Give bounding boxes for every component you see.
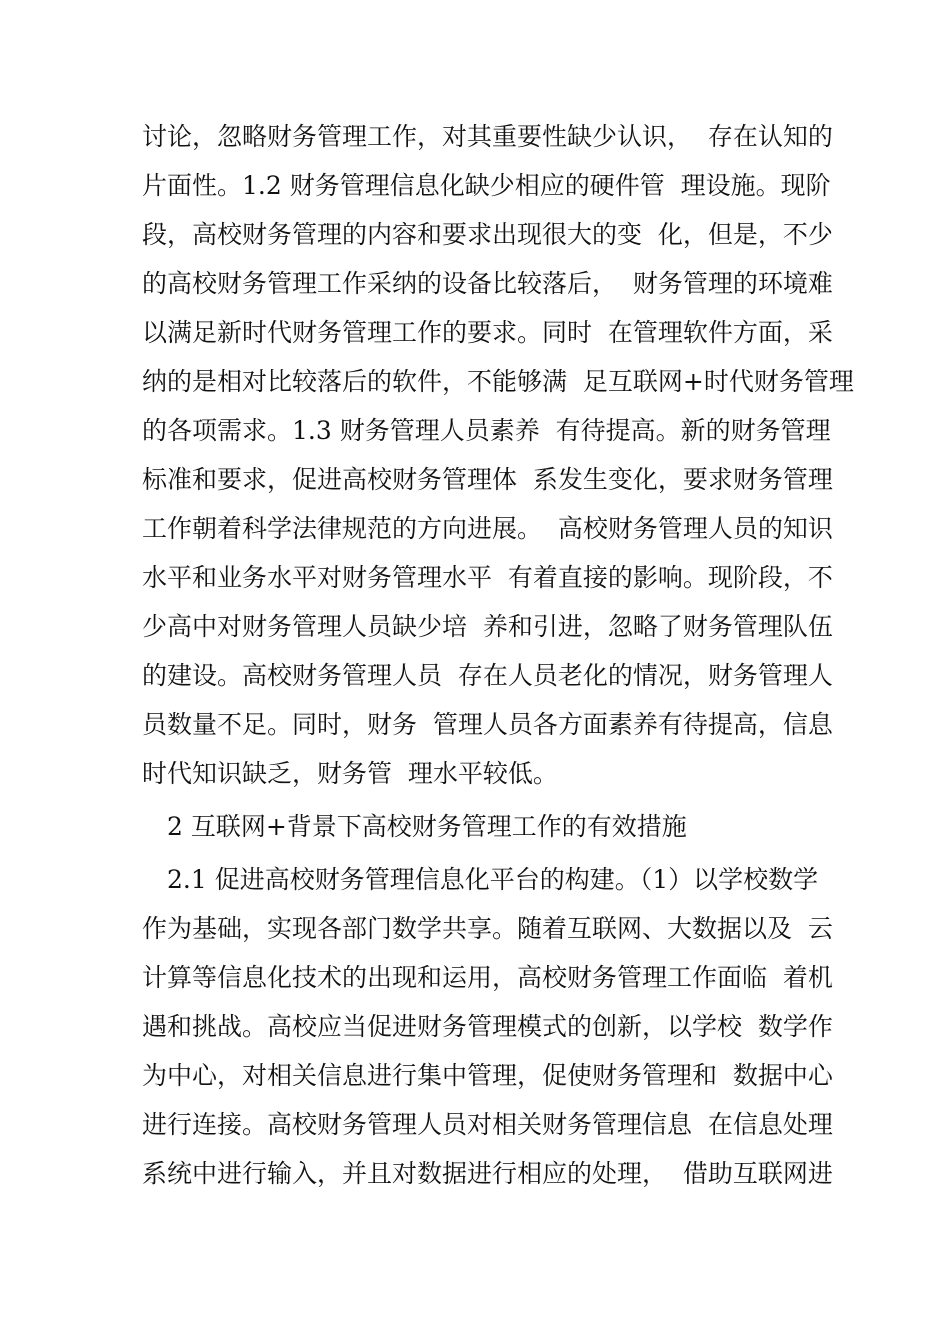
paragraph-line: 时代知识缺乏，财务管 理水平较低。 [142, 759, 558, 788]
paragraph-line: 标准和要求，促进高校财务管理体 系发生变化，要求财务管理 [142, 465, 833, 494]
paragraph-line: 少高中对财务管理人员缺少培 养和引进，忽略了财务管理队伍 [142, 612, 833, 641]
paragraph-line: 的高校财务管理工作采纳的设备比较落后， 财务管理的环境难 [142, 269, 833, 298]
document-body [142, 112, 854, 1198]
paragraph-line: 纳的是相对比较落后的软件，不能够满 足互联网+时代财务管理 [142, 367, 854, 396]
paragraph-line: 工作朝着科学法律规范的方向进展。 高校财务管理人员的知识 [142, 514, 833, 543]
paragraph-line: 员数量不足。同时，财务 管理人员各方面素养有待提高，信息 [142, 710, 833, 739]
paragraph-line: 的各项需求。1.3 财务管理人员素养 有待提高。新的财务管理 [142, 416, 831, 445]
paragraph-line: 片面性。1.2 财务管理信息化缺少相应的硬件管 理设施。现阶 [142, 171, 831, 200]
paragraph-line: 2.1 促进高校财务管理信息化平台的构建。（1）以学校数学 [167, 865, 819, 894]
paragraph-line: 作为基础，实现各部门数学共享。随着互联网、大数据以及 云 [142, 914, 833, 943]
paragraph-line: 水平和业务水平对财务管理水平 有着直接的影响。现阶段，不 [142, 563, 833, 592]
paragraph-line: 的建设。高校财务管理人员 存在人员老化的情况，财务管理人 [142, 661, 833, 690]
paragraph-line: 为中心，对相关信息进行集中管理，促使财务管理和 数据中心 [142, 1061, 833, 1090]
paragraph-line: 讨论，忽略财务管理工作，对其重要性缺少认识， 存在认知的 [142, 122, 833, 151]
section-heading: 2 互联网+背景下高校财务管理工作的有效措施 [167, 812, 687, 841]
paragraph-line: 段，高校财务管理的内容和要求出现很大的变 化，但是，不少 [142, 220, 833, 249]
paragraph-line: 进行连接。高校财务管理人员对相关财务管理信息 在信息处理 [142, 1110, 833, 1139]
paragraph-line: 计算等信息化技术的出现和运用，高校财务管理工作面临 着机 [142, 963, 833, 992]
paragraph-line: 系统中进行输入，并且对数据进行相应的处理， 借助互联网进 [142, 1159, 833, 1188]
paragraph-line: 遇和挑战。高校应当促进财务管理模式的创新，以学校 数学作 [142, 1012, 833, 1041]
paragraph-line: 以满足新时代财务管理工作的要求。同时 在管理软件方面，采 [142, 318, 833, 347]
